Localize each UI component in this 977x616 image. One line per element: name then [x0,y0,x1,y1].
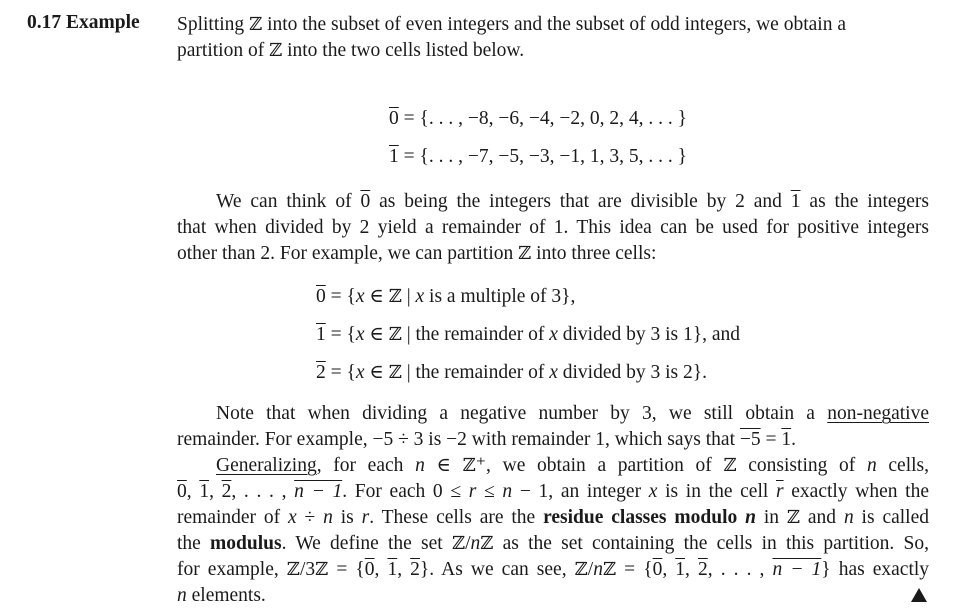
para4-line-1: Generalizing, for each n ∈ ℤ⁺, we obtain a partition of ℤ consisting of n cells, [216,455,930,476]
para4-line-5: for example, ℤ/3ℤ = {0, 1, 2}. As we can see, ℤ/nℤ = {0, 1, 2, . . . , n − 1} has exactly [177,559,930,580]
para4-line-2: 0, 1, 2, . . . , n − 1. For each 0 ≤ r ≤ n − 1, an integer x is in the cell $\overline{r}$ exactly when the [177,481,929,502]
class-label: 1 [389,146,399,167]
para2-line-3: other than 2. For example, we can partition ℤ into three cells: [177,243,657,264]
equation-mod3-class2: 2 = {x ∈ ℤ | the remainder of x divided by 3 is 2}. [316,362,707,383]
para4-line-4: the modulus. We define the set ℤ/nℤ as the set containing the cells in this partition. So, [177,533,929,554]
para3-line-2: remainder. For example, −5 ÷ 3 is −2 with remainder 1, which says that −5 = 1. [177,429,796,450]
integers-symbol: ℤ [269,40,283,61]
end-of-example-icon [911,588,927,602]
equation-mod3-class1: 1 = {x ∈ ℤ | the remainder of x divided by 3 is 1}, and [316,324,741,345]
integers-symbol: ℤ [249,14,263,35]
para2-line-1: We can think of 0 as being the integers that are divisible by 2 and 1 as the integers [216,191,930,212]
equation-even-class: 0 = {. . . , −8, −6, −4, −2, 0, 2, 4, . . . } [389,108,687,129]
para3-line-1: Note that when dividing a negative number by 3, we still obtain a non-negative [216,403,929,424]
class-label: 0 [389,108,399,129]
para2-line-2: that when divided by 2 yield a remainder of 1. This idea can be used for positive integers [177,217,929,238]
para4-line-6: n elements. [177,585,266,606]
intro-line-2: partition of ℤ into the two cells listed below. [177,40,525,61]
equation-odd-class: 1 = {. . . , −7, −5, −3, −1, 1, 3, 5, . . . } [389,146,687,167]
para4-line-3: remainder of x ÷ n is r. These cells are the residue classes modulo n in ℤ and n is called [177,507,929,528]
intro-line-1: Splitting ℤ into the subset of even integers and the subset of odd integers, we obtain a [177,14,846,35]
equation-mod3-class0: 0 = {x ∈ ℤ | x is a multiple of 3}, [316,286,576,307]
example-heading: 0.17 Example [27,12,140,33]
